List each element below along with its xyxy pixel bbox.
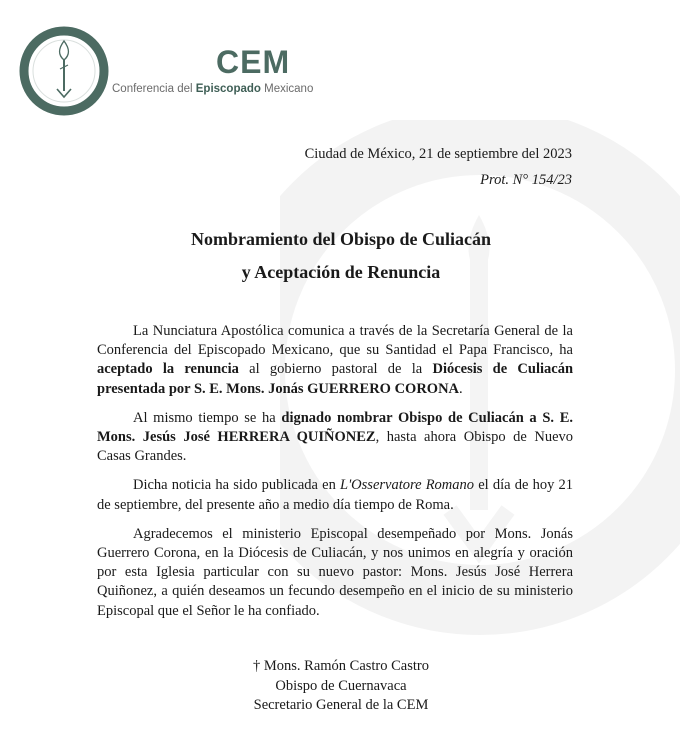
logo-abbreviation: CEM xyxy=(216,44,291,80)
paragraph-1: La Nunciatura Apostólica comunica a través de la Secretaría General de la Conferencia del Episcopado Mexicano, que su Santidad el Papa Francisco, ha aceptado la renuncia al gobierno pastoral de la Diócesis de Culiacán presentada por S. E. Mons. Jonás GUERRERO CORONA. xyxy=(97,323,574,397)
place-date: Ciudad de México, 21 de septiembre del 2023 xyxy=(304,146,572,162)
paragraph-2: Al mismo tiempo se ha dignado nombrar Obispo de Culiacán a S. E. Mons. Jesús José HERRERA QUIÑONEZ, hasta ahora Obispo de Nuevo Casas Grandes. xyxy=(97,409,574,465)
signature-block xyxy=(0,657,682,716)
signatory-name: † Mons. Ramón Castro Castro xyxy=(252,658,429,674)
signatory-office: Secretario General de la CEM xyxy=(253,697,429,713)
paragraph-4: Agradecemos el ministerio Episcopal desempeñado por Mons. Jonás Guerrero Corona, en la Diócesis de Culiacán, y nos unimos en alegría y oración por esta Iglesia particular con su nuevo pastor: Mons. Jesús José Herrera Quiñonez, a quién deseamos un fecundo desempeño en el inicio de su ministerio Episcopal que el Señor le ha confiado. xyxy=(97,525,573,619)
signatory-role: Obispo de Cuernavaca xyxy=(275,677,407,694)
document-title-line-2: y Aceptación de Renuncia xyxy=(241,262,441,282)
cem-logo-seal xyxy=(18,25,110,117)
protocol-number: Prot. N° 154/23 xyxy=(480,172,572,188)
paragraph-3: Dicha noticia ha sido publicada en L'Osservatore Romano el día de hoy 21 de septiembre, del presente año a medio día tiempo de Roma. xyxy=(97,477,573,513)
document-body xyxy=(97,322,573,631)
logo-full-name: Conferencia del Episcopado Mexicano xyxy=(112,83,314,95)
document-title-line-1: Nombramiento del Obispo de Culiacán xyxy=(190,229,492,249)
